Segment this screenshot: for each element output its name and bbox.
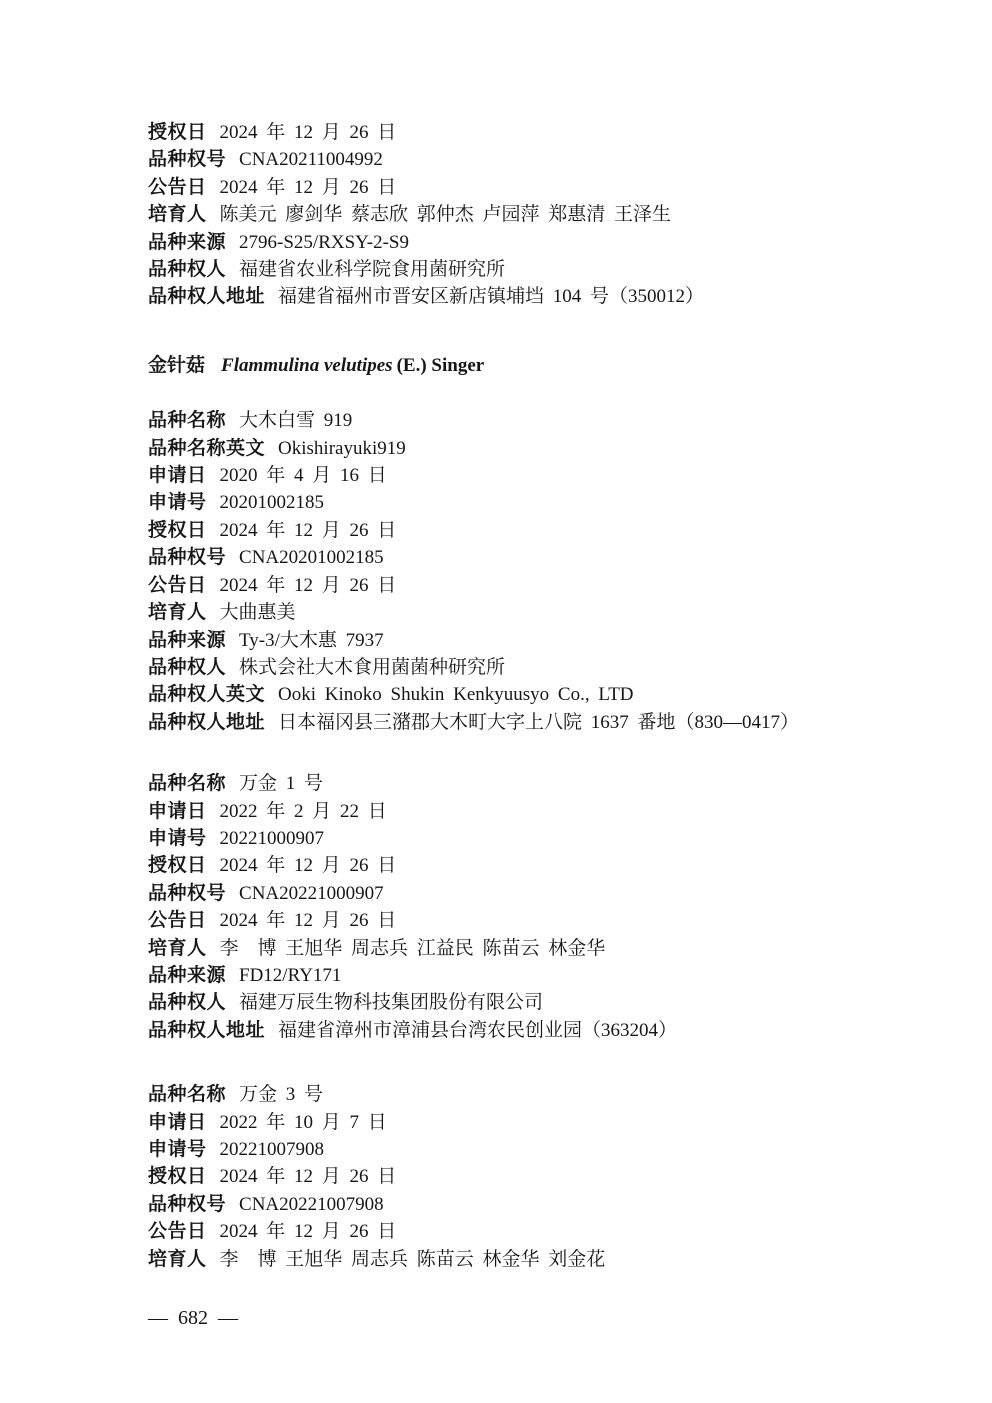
field-row — [148, 572, 932, 599]
field-value: 2024 年 12 月 26 日 — [219, 176, 397, 198]
field-value: 2024 年 12 月 26 日 — [219, 855, 397, 877]
field-value: FD12/RY171 — [239, 964, 342, 986]
field-label: 授权日 — [148, 122, 207, 143]
field-label: 公告日 — [148, 1221, 207, 1243]
field-row — [148, 1191, 932, 1218]
variety-record-1 — [148, 119, 932, 311]
species-name-latin: Flammulina velutipes — [221, 354, 393, 376]
field-row — [148, 174, 932, 201]
field-label: 品种权人 — [148, 656, 227, 678]
field-label: 授权日 — [148, 855, 207, 877]
field-row — [148, 935, 932, 962]
field-label: 品种名称 — [148, 1084, 227, 1106]
field-label: 培育人 — [148, 937, 207, 959]
species-name-cn: 金针菇 — [148, 354, 206, 376]
field-value: Ooki Kinoko Shukin Kenkyuusyo Co., LTD — [278, 684, 634, 706]
field-row — [148, 627, 932, 654]
field-value: 福建省福州市晋安区新店镇埔垱 104 号（350012） — [278, 286, 705, 308]
field-row — [148, 489, 932, 516]
field-value: 福建省漳州市漳浦县台湾农民创业园（363204） — [278, 1019, 678, 1041]
field-label: 品种权人地址 — [148, 1019, 266, 1041]
species-name-authority: (E.) Singer — [396, 354, 485, 376]
field-value: 2022 年 10 月 7 日 — [219, 1111, 387, 1133]
field-label: 申请号 — [148, 1139, 207, 1160]
field-label: 公告日 — [148, 574, 207, 596]
field-label: 授权日 — [148, 519, 207, 541]
page-number: — 682 — — [148, 1307, 238, 1330]
field-value: CNA20211004992 — [239, 149, 383, 171]
page-footer — [148, 1304, 932, 1332]
field-row — [148, 201, 932, 228]
field-value: 株式会社大木食用菌菌种研究所 — [239, 656, 506, 678]
field-value: 陈美元 廖剑华 蔡志欣 郭仲杰 卢园萍 郑惠清 王泽生 — [219, 204, 672, 226]
field-row — [148, 825, 932, 852]
field-row — [148, 544, 932, 571]
field-label: 品种名称 — [148, 773, 227, 795]
field-value: 大木白雪 919 — [239, 410, 353, 432]
field-value: 2024 年 12 月 26 日 — [219, 122, 397, 143]
field-value: 2022 年 2 月 22 日 — [219, 800, 387, 822]
field-value: 万金 1 号 — [239, 773, 324, 795]
field-row — [148, 1081, 932, 1108]
field-label: 品种名称 — [148, 410, 227, 432]
field-row — [148, 709, 932, 736]
field-value: 日本福冈县三潴郡大木町大字上八院 1637 番地（830—0417） — [278, 711, 800, 733]
field-label: 品种权号 — [148, 1193, 227, 1215]
field-label: 申请号 — [148, 492, 207, 514]
field-value: 万金 3 号 — [239, 1084, 324, 1106]
field-value: 20221000907 — [219, 827, 325, 849]
field-row — [148, 146, 932, 173]
field-label: 培育人 — [148, 602, 207, 624]
variety-record-3 — [148, 770, 932, 1044]
field-value: CNA20221007908 — [239, 1193, 384, 1215]
field-value: 李 博 王旭华 周志兵 陈苗云 林金华 刘金花 — [219, 1248, 606, 1270]
field-label: 培育人 — [148, 1248, 207, 1270]
variety-record-2 — [148, 407, 932, 736]
field-value: CNA20201002185 — [239, 547, 384, 569]
field-label: 授权日 — [148, 1166, 207, 1188]
field-row — [148, 407, 932, 434]
field-row — [148, 1136, 932, 1163]
field-value: 2024 年 12 月 26 日 — [219, 1166, 397, 1188]
field-label: 品种来源 — [148, 231, 227, 253]
field-row — [148, 435, 932, 462]
field-row — [148, 256, 932, 283]
field-label: 品种权号 — [148, 547, 227, 569]
field-row — [148, 681, 932, 708]
field-value: 李 博 王旭华 周志兵 江益民 陈苗云 林金华 — [219, 937, 606, 959]
field-row — [148, 770, 932, 797]
field-row — [148, 654, 932, 681]
field-label: 申请日 — [148, 465, 207, 487]
species-section-header — [148, 352, 932, 379]
field-row — [148, 798, 932, 825]
field-label: 品种权人地址 — [148, 286, 266, 308]
field-label: 品种权人 — [148, 259, 227, 281]
field-row — [148, 1163, 932, 1190]
field-row — [148, 880, 932, 907]
field-label: 培育人 — [148, 204, 207, 226]
field-label: 品种权号 — [148, 149, 227, 171]
field-value: 2796-S25/RXSY-2-S9 — [239, 231, 409, 253]
field-row — [148, 599, 932, 626]
field-label: 品种权号 — [148, 882, 227, 904]
field-row — [148, 229, 932, 256]
field-value: 福建万辰生物科技集团股份有限公司 — [239, 992, 544, 1014]
field-value: 2024 年 12 月 26 日 — [219, 910, 397, 932]
field-label: 品种权人地址 — [148, 711, 266, 733]
variety-record-4 — [148, 1081, 932, 1273]
field-row — [148, 517, 932, 544]
field-row — [148, 119, 932, 146]
field-value: 2024 年 12 月 26 日 — [219, 574, 397, 596]
field-label: 申请日 — [148, 800, 207, 822]
field-row — [148, 283, 932, 310]
field-value: Ty-3/大木惠 7937 — [239, 629, 384, 651]
field-row — [148, 1017, 932, 1044]
field-row — [148, 1246, 932, 1273]
field-value: 20201002185 — [219, 492, 325, 514]
field-label: 品种来源 — [148, 964, 227, 986]
field-row — [148, 1218, 932, 1245]
field-label: 公告日 — [148, 176, 207, 198]
field-value: 2024 年 12 月 26 日 — [219, 519, 397, 541]
field-label: 公告日 — [148, 910, 207, 932]
field-label: 申请号 — [148, 827, 207, 849]
field-label: 品种来源 — [148, 629, 227, 651]
field-value: 福建省农业科学院食用菌研究所 — [239, 259, 506, 281]
field-row — [148, 962, 932, 989]
field-value: Okishirayuki919 — [278, 437, 406, 459]
field-value: 20221007908 — [219, 1139, 325, 1160]
field-label: 品种权人 — [148, 992, 227, 1014]
field-label: 品种名称英文 — [148, 437, 266, 459]
field-label: 品种权人英文 — [148, 684, 266, 706]
field-value: 2024 年 12 月 26 日 — [219, 1221, 397, 1243]
field-value: 2020 年 4 月 16 日 — [219, 465, 387, 487]
field-value: CNA20221000907 — [239, 882, 384, 904]
field-row — [148, 989, 932, 1016]
field-row — [148, 462, 932, 489]
field-row — [148, 907, 932, 934]
field-value: 大曲惠美 — [219, 602, 296, 624]
field-row — [148, 852, 932, 879]
field-label: 申请日 — [148, 1111, 207, 1133]
field-row — [148, 1109, 932, 1136]
